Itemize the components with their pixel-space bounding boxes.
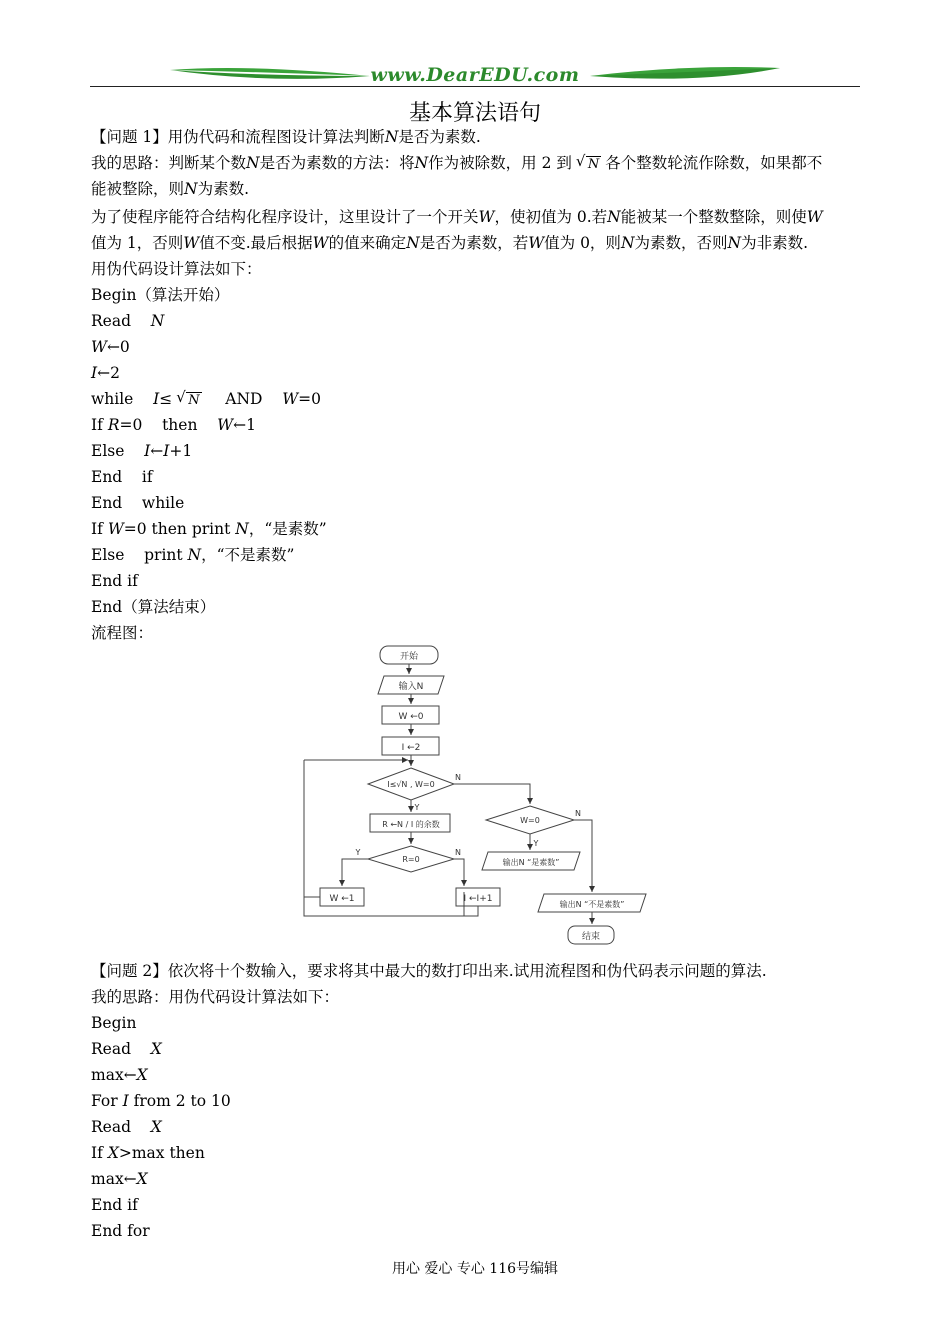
problem2-heading: 【问题 2】依次将十个数输入，要求将其中最大的数打印出来.试用流程图和伪代码表示问题的算法.	[91, 962, 767, 980]
code-line-read: Read N	[91, 312, 165, 330]
page-title: 基本算法语句	[408, 101, 541, 126]
p2-code-read2: Read X	[91, 1118, 162, 1136]
problem1-heading: 【问题 1】用伪代码和流程图设计算法判断N是否为素数.	[91, 128, 481, 146]
svg-text:输出N “不是素数”: 输出N “不是素数”	[559, 900, 625, 909]
code-line-w-init: W←0	[91, 338, 130, 356]
p2-code-max-init: max←X	[91, 1066, 148, 1084]
svg-text:W ←0: W ←0	[398, 712, 424, 722]
code-line-i-init: I←2	[91, 364, 120, 382]
code-line-end: End（算法结束）	[91, 598, 216, 616]
p2-code-for: For I from 2 to 10	[91, 1092, 231, 1110]
p2-code-if: If X>max then	[91, 1144, 205, 1162]
svg-text:输入N: 输入N	[398, 682, 424, 692]
problem1-intro: 用伪代码设计算法如下：	[91, 260, 262, 278]
svg-text:R=0: R=0	[402, 855, 420, 864]
svg-text:Y: Y	[355, 848, 361, 857]
code-line-begin: Begin（算法开始）	[91, 286, 230, 304]
problem1-structure-line1: 为了使程序能符合结构化程序设计，这里设计了一个开关W，使初值为 0.若N能被某一个整数整除，则使W	[91, 208, 823, 226]
code-line-else: Else I←I+1	[91, 442, 193, 460]
code-line-endwhile: End while	[91, 494, 185, 512]
sqrt-symbol: √ N	[576, 150, 601, 178]
code-line-if: If R=0 then W←1	[91, 416, 256, 434]
flowchart-label: 流程图：	[91, 624, 154, 642]
svg-text:结束: 结束	[581, 932, 601, 942]
svg-text:N: N	[575, 809, 581, 818]
svg-text:输出N “是素数”: 输出N “是素数”	[502, 858, 560, 867]
svg-text:W=0: W=0	[520, 816, 540, 825]
svg-text:开始: 开始	[399, 652, 419, 662]
svg-text:Y: Y	[533, 839, 539, 848]
code-line-else-print: Else print N，“不是素数”	[91, 546, 295, 564]
header-rule	[90, 86, 860, 87]
code-line-while: while I≤√ N AND W=0	[91, 386, 321, 414]
svg-text:N: N	[455, 848, 461, 857]
svg-text:R ←N / I 的余数: R ←N / I 的余数	[382, 820, 440, 829]
p2-code-read: Read X	[91, 1040, 162, 1058]
problem2-thinking: 我的思路：用伪代码设计算法如下：	[91, 988, 340, 1006]
problem1-structure-line2: 值为 1，否则W值不变.最后根据W的值来确定N是否为素数，若W值为 0，则N为素数，否则N为非素数.	[91, 234, 809, 252]
p2-code-endfor: End for	[91, 1222, 150, 1240]
code-line-if-w: If W=0 then print N，“是素数”	[91, 520, 327, 538]
code-line-endif: End if	[91, 468, 153, 486]
flowchart	[296, 640, 656, 950]
svg-text:W ←1: W ←1	[329, 894, 355, 904]
svg-text:I ←I+1: I ←I+1	[463, 894, 493, 904]
site-logo: www.DearEDU.com	[370, 64, 580, 86]
problem1-thinking-line1: 我的思路：判断某个数N是否为素数的方法：将N作为被除数，用 2 到√ N 各个整数轮流作除数，如果都不	[91, 150, 822, 178]
code-line-endif2: End if	[91, 572, 138, 590]
page-footer: 用心 爱心 专心 116号编辑	[391, 1261, 559, 1277]
p2-code-max-set: max←X	[91, 1170, 148, 1188]
problem1-thinking-line2: 能被整除，则N为素数.	[91, 180, 250, 198]
p2-code-begin: Begin	[91, 1014, 137, 1032]
svg-text:I ←2: I ←2	[401, 743, 421, 753]
svg-text:I≤√N , W=0: I≤√N , W=0	[387, 780, 435, 789]
p2-code-endif: End if	[91, 1196, 138, 1214]
svg-text:Y: Y	[414, 803, 420, 812]
svg-text:N: N	[455, 773, 461, 782]
